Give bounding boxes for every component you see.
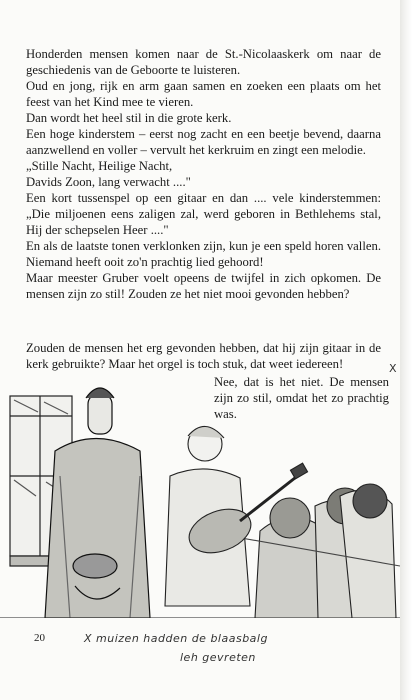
handwritten-note-line-2: leh gevreten xyxy=(180,651,256,664)
paragraph-2: Oud en jong, rijk en arm gaan samen en zoeken een plaats om het feest van het Kind mee te vieren. xyxy=(26,79,381,109)
paragraph-6: En als de laatste tonen verklonken zijn, kun je een speld horen vallen. Niemand heeft ooit zo'n prachtig lied gehoord! xyxy=(26,239,381,269)
audience-drawing xyxy=(230,484,400,618)
church-illustration xyxy=(0,356,400,618)
paragraph-7: Maar meester Gruber voelt opeens de twijfel in zich opkomen. De mensen zijn zo stil! Zouden ze het niet mooi gevonden hebben? xyxy=(26,271,381,301)
page-number: 20 xyxy=(34,632,45,644)
paragraph-9: Nee, dat is het niet. De mensen zijn zo stil, omdat het zo prachtig was. xyxy=(214,375,389,421)
handwritten-note-line-1: X muizen hadden de blaasbalg xyxy=(84,632,268,645)
handwritten-margin-mark: X xyxy=(389,362,397,375)
page-edge xyxy=(400,0,412,700)
paragraph-1: Honderden mensen komen naar de St.-Nicolaaskerk om naar de geschiedenis van de Geboorte te luisteren. xyxy=(26,47,381,77)
paragraph-5: Een kort tussenspel op een gitaar en dan .... vele kinderstemmen: „Die miljoenen eens zaligen zal, werd geboren in Bethlehems stal, Hij der schepselen Heer ...." xyxy=(26,191,381,237)
paragraph-4: Een hoge kinderstem – eerst nog zacht en een beetje bevend, daarna aanzwellend en voller – vervult het kerkruim en zingt een melodie. xyxy=(26,127,381,157)
song-line-2: Davids Zoon, lang verwacht ...." xyxy=(26,175,191,189)
paragraph-3: Dan wordt het heel stil in die grote kerk. xyxy=(26,111,232,125)
paragraph-8: Zouden de mensen het erg gevonden hebben, dat hij zijn gitaar in de kerk gebruikte? Maar het orgel is toch stuk, dat weet iedereen! xyxy=(26,341,381,371)
song-line-1: „Stille Nacht, Heilige Nacht, xyxy=(26,159,173,173)
body-text xyxy=(26,46,381,302)
